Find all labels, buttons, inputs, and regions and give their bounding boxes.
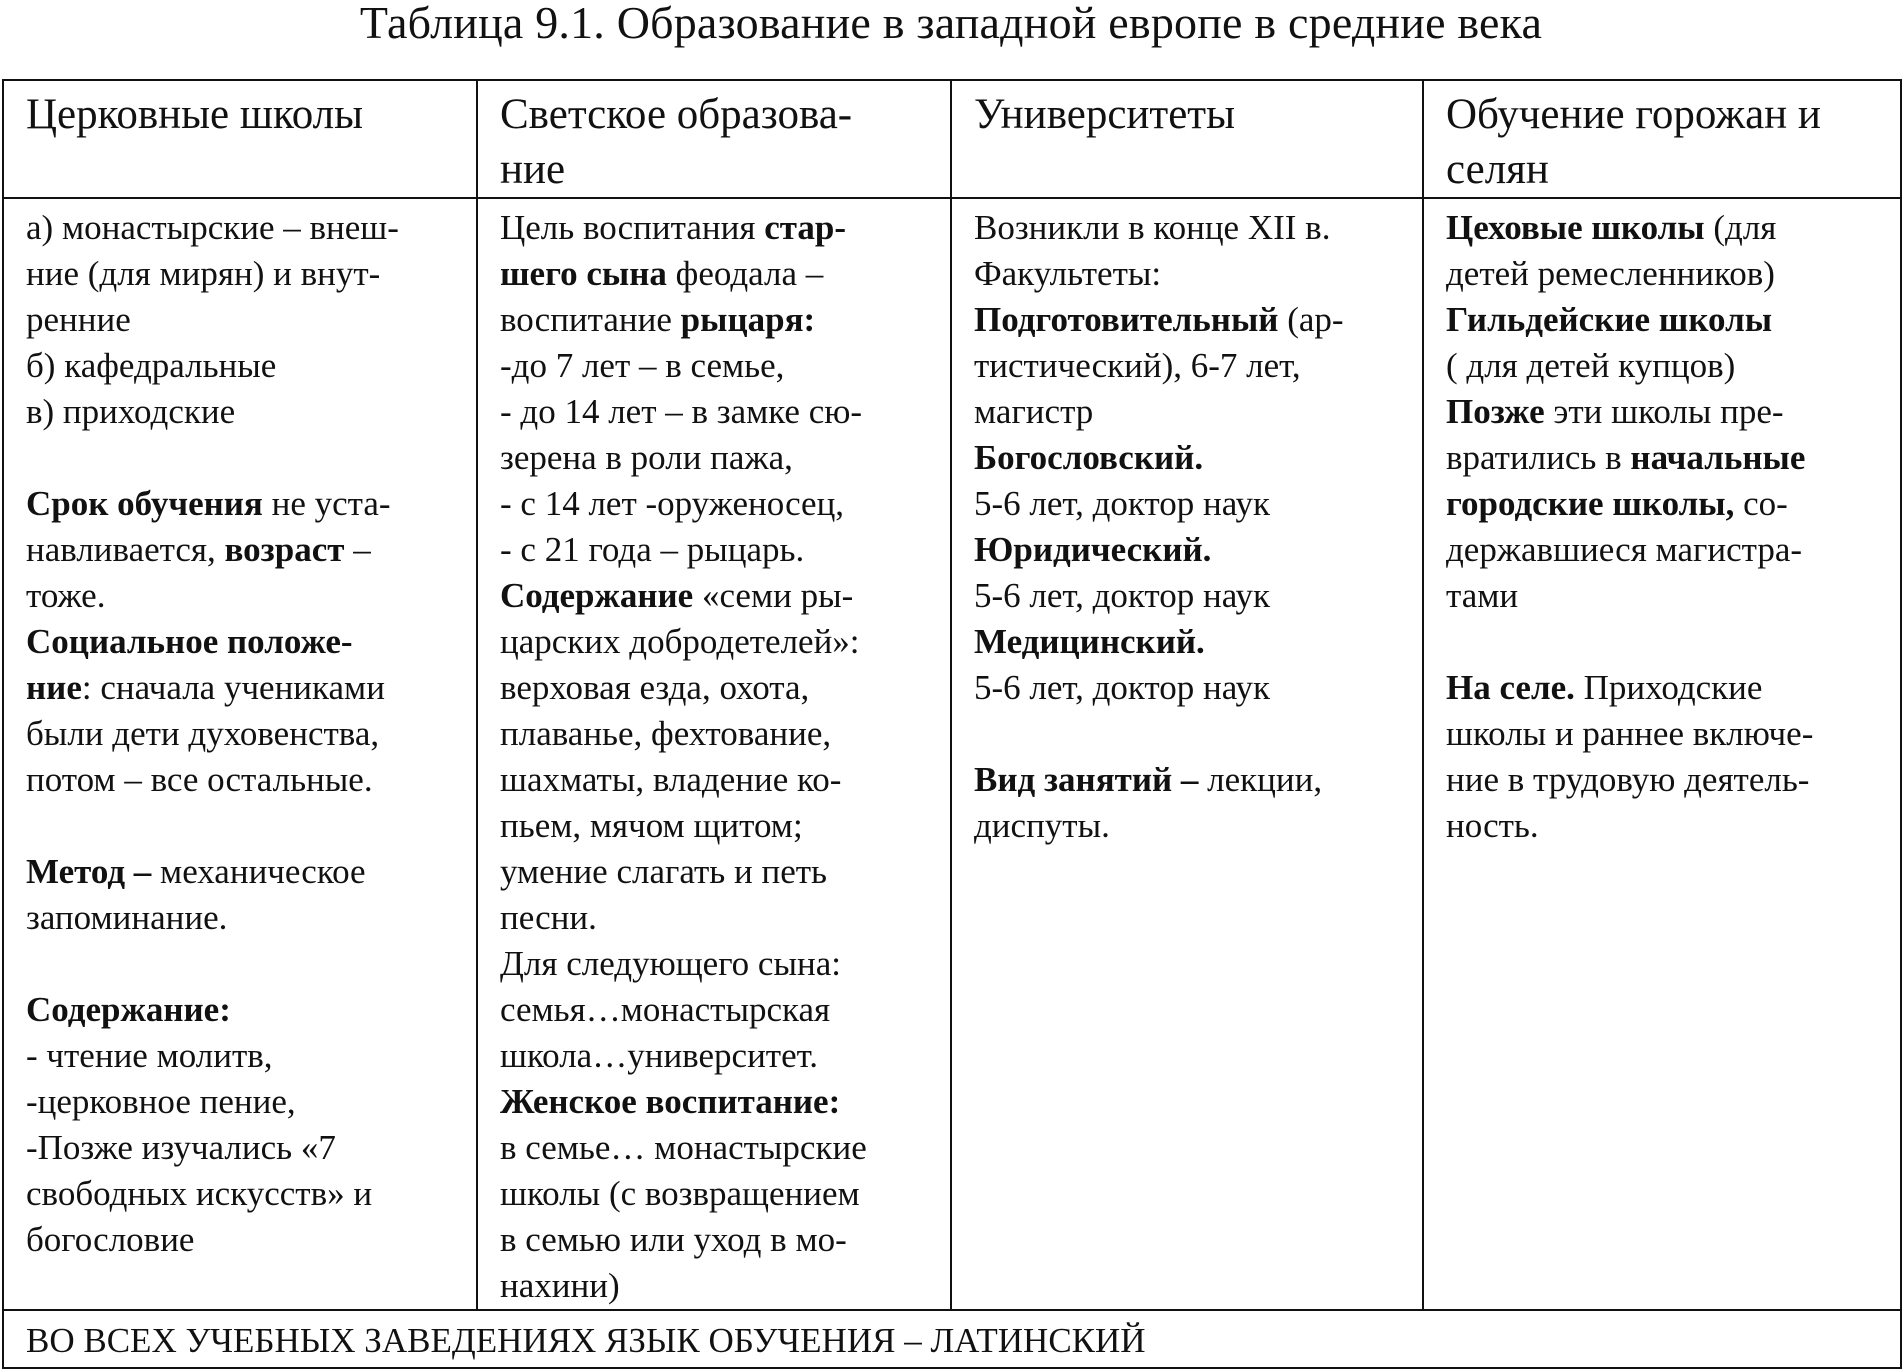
text-run: ( для детей купцов) <box>1446 346 1736 385</box>
text-run: тистический), 6-7 лет, <box>974 346 1301 385</box>
text-run: Возникли в конце XII в. <box>974 208 1331 247</box>
bold-text: На селе. <box>1446 668 1575 707</box>
bold-text: городские школы, <box>1446 484 1735 523</box>
cell-line <box>1446 527 1892 573</box>
bold-text: Содержание <box>500 576 694 615</box>
cell-line <box>500 297 942 343</box>
text-run: : сначала учениками <box>81 668 385 707</box>
text-run: Цель воспитания <box>500 208 765 247</box>
bold-text: стар- <box>764 208 846 247</box>
text-run: тоже. <box>26 576 106 615</box>
header-line: Светское образова- <box>500 91 853 138</box>
header-line: селян <box>1446 146 1549 193</box>
text-run: тами <box>1446 576 1519 615</box>
text-run: державшиеся магистра- <box>1446 530 1803 569</box>
header-universities <box>951 80 1423 198</box>
cell-line <box>974 389 1414 435</box>
cell-line <box>500 1217 942 1263</box>
text-run: (для <box>1704 208 1777 247</box>
bold-text: Вид занятий – <box>974 760 1199 799</box>
text-run: вратились в <box>1446 438 1631 477</box>
cell-line <box>500 251 942 297</box>
header-church-schools <box>3 80 477 198</box>
cell-line <box>26 849 468 895</box>
table-title: Таблица 9.1. Образование в западной европе в средние века <box>359 0 1543 48</box>
bold-text: Срок обучения <box>26 484 263 523</box>
text-run: воспитание <box>500 300 681 339</box>
cell-line <box>1446 297 1892 343</box>
text-run: потом – все остальные. <box>26 760 373 799</box>
cell-line <box>26 205 468 251</box>
text-run: царских добродетелей»: <box>500 622 860 661</box>
bold-text: Медицинский. <box>974 622 1205 661</box>
blank-line <box>26 941 468 987</box>
cell-line <box>500 619 942 665</box>
text-run: верховая езда, охота, <box>500 668 810 707</box>
cell-line <box>974 297 1414 343</box>
cell-line <box>26 573 468 619</box>
cell-line <box>974 757 1414 803</box>
text-run: ние в трудовую деятель- <box>1446 760 1810 799</box>
text-run: богословие <box>26 1220 195 1259</box>
bold-text: возраст <box>224 530 345 569</box>
cell-line <box>26 895 468 941</box>
header-line: ние <box>500 146 566 193</box>
cell-line <box>26 1171 468 1217</box>
text-run: детей ремесленников) <box>1446 254 1775 293</box>
cell-line <box>974 665 1414 711</box>
cell-line <box>26 987 468 1033</box>
cell-line <box>974 343 1414 389</box>
cell-line <box>26 1033 468 1079</box>
cell-line <box>500 849 942 895</box>
bold-text: ние <box>26 668 82 707</box>
text-run: -церковное пение, <box>26 1082 296 1121</box>
text-run: шахматы, владение ко- <box>500 760 842 799</box>
bold-text: Цеховые школы <box>1446 208 1705 247</box>
text-run: были дети духовенства, <box>26 714 380 753</box>
text-run: Факультеты: <box>974 254 1162 293</box>
cell-line <box>1446 205 1892 251</box>
text-run: - с 21 года – рыцарь. <box>500 530 805 569</box>
cell-line <box>500 803 942 849</box>
cell-line <box>500 895 942 941</box>
cell-line <box>26 481 468 527</box>
text-run: - до 14 лет – в замке сю- <box>500 392 863 431</box>
text-run: школы (с возвращением <box>500 1174 860 1213</box>
cell-line <box>500 1079 942 1125</box>
cell-line <box>500 573 942 619</box>
text-run: нахини) <box>500 1266 620 1305</box>
townspeople-education-cell <box>1423 198 1901 1310</box>
bold-text: Социальное положе- <box>26 622 353 661</box>
cell-line <box>500 665 942 711</box>
text-run: -Позже изучались «7 <box>26 1128 336 1167</box>
cell-line <box>26 389 468 435</box>
text-run: школа…университет. <box>500 1036 819 1075</box>
text-run: умение слагать и петь <box>500 852 827 891</box>
text-run: 5-6 лет, доктор наук <box>974 668 1270 707</box>
text-run: – <box>344 530 371 569</box>
cell-line <box>26 1217 468 1263</box>
blank-line <box>26 435 468 481</box>
bold-text: Юридический. <box>974 530 1212 569</box>
text-run: -до 7 лет – в семье, <box>500 346 785 385</box>
text-run: ние (для мирян) и внут- <box>26 254 381 293</box>
cell-line <box>1446 435 1892 481</box>
cell-line <box>500 941 942 987</box>
text-run: запоминание. <box>26 898 228 937</box>
text-run: - чтение молитв, <box>26 1036 273 1075</box>
text-run: механическое <box>151 852 366 891</box>
header-line: Университеты <box>974 91 1235 138</box>
cell-line <box>26 1079 468 1125</box>
cell-line <box>1446 803 1892 849</box>
body-row <box>3 198 1901 1310</box>
bold-text: Подготовительный <box>974 300 1279 339</box>
text-run: зерена в роли пажа, <box>500 438 793 477</box>
cell-line <box>1446 573 1892 619</box>
blank-line <box>26 803 468 849</box>
text-run: «семи ры- <box>693 576 854 615</box>
cell-line <box>974 527 1414 573</box>
cell-line <box>500 1171 942 1217</box>
cell-line <box>500 1263 942 1309</box>
cell-line <box>500 1033 942 1079</box>
text-run: школы и раннее включе- <box>1446 714 1814 753</box>
bold-text: Метод – <box>26 852 152 891</box>
header-line: Обучение горожан и <box>1446 91 1821 138</box>
cell-line <box>26 527 468 573</box>
cell-line <box>500 343 942 389</box>
cell-line <box>1446 711 1892 757</box>
header-secular-education <box>477 80 951 198</box>
bold-text: Гильдейские школы <box>1446 300 1773 339</box>
text-run: свободных искусств» и <box>26 1174 373 1213</box>
text-run: в семью или уход в мо- <box>500 1220 847 1259</box>
text-run: а) монастырские – внеш- <box>26 208 399 247</box>
text-run: 5-6 лет, доктор наук <box>974 484 1270 523</box>
cell-line <box>26 757 468 803</box>
text-run: Для следующего сына: <box>500 944 841 983</box>
cell-line <box>500 527 942 573</box>
text-run: ность. <box>1446 806 1539 845</box>
cell-line <box>1446 251 1892 297</box>
text-run: песни. <box>500 898 597 937</box>
header-townspeople-education <box>1423 80 1901 198</box>
footer-note: ВО ВСЕХ УЧЕБНЫХ ЗАВЕДЕНИЯХ ЯЗЫК ОБУЧЕНИЯ – ЛАТИНСКИЙ <box>3 1310 1901 1368</box>
text-run: диспуты. <box>974 806 1110 845</box>
education-table <box>2 79 1902 1369</box>
text-run: 5-6 лет, доктор наук <box>974 576 1270 615</box>
text-run: - с 14 лет -оруженосец, <box>500 484 845 523</box>
cell-line <box>26 1125 468 1171</box>
cell-line <box>1446 389 1892 435</box>
cell-line <box>500 757 942 803</box>
bold-text: Содержание: <box>26 990 231 1029</box>
header-line: Церковные школы <box>26 91 363 138</box>
cell-line <box>974 573 1414 619</box>
church-schools-cell <box>3 198 477 1310</box>
text-run: магистр <box>974 392 1094 431</box>
cell-line <box>1446 757 1892 803</box>
footer-row <box>3 1310 1901 1368</box>
cell-line <box>26 711 468 757</box>
bold-text: шего сына <box>500 254 667 293</box>
text-run: б) кафедральные <box>26 346 277 385</box>
bold-text: рыцаря: <box>680 300 816 339</box>
text-run: пьем, мячом щитом; <box>500 806 803 845</box>
universities-cell <box>951 198 1423 1310</box>
cell-line <box>974 803 1414 849</box>
text-run: феодала – <box>666 254 824 293</box>
cell-line <box>974 251 1414 297</box>
cell-line <box>500 389 942 435</box>
cell-line <box>974 435 1414 481</box>
text-run: семья…монастырская <box>500 990 831 1029</box>
text-run: ренние <box>26 300 131 339</box>
cell-line <box>500 711 942 757</box>
cell-line <box>26 251 468 297</box>
cell-line <box>26 297 468 343</box>
cell-line <box>500 205 942 251</box>
text-run: плаванье, фехтование, <box>500 714 832 753</box>
blank-line <box>974 711 1414 757</box>
text-run: лекции, <box>1198 760 1323 799</box>
bold-text: Позже <box>1446 392 1545 431</box>
cell-line <box>26 343 468 389</box>
header-row <box>3 80 1901 198</box>
secular-education-cell <box>477 198 951 1310</box>
bold-text: Женское воспитание: <box>500 1082 841 1121</box>
cell-line <box>500 435 942 481</box>
text-run: (ар- <box>1278 300 1344 339</box>
cell-line <box>974 481 1414 527</box>
blank-line <box>1446 619 1892 665</box>
text-run: навливается, <box>26 530 225 569</box>
cell-line <box>1446 481 1892 527</box>
cell-line <box>1446 665 1892 711</box>
text-run: в) приходские <box>26 392 236 431</box>
cell-line <box>500 481 942 527</box>
text-run: со- <box>1734 484 1788 523</box>
cell-line <box>26 619 468 665</box>
cell-line <box>1446 343 1892 389</box>
text-run: эти школы пре- <box>1544 392 1784 431</box>
cell-line <box>974 619 1414 665</box>
text-run: Приходские <box>1574 668 1763 707</box>
text-run: в семье… монастырские <box>500 1128 867 1167</box>
bold-text: начальные <box>1630 438 1806 477</box>
cell-line <box>500 1125 942 1171</box>
cell-line <box>500 987 942 1033</box>
cell-line <box>26 665 468 711</box>
text-run: не уста- <box>262 484 391 523</box>
cell-line <box>974 205 1414 251</box>
bold-text: Богословский. <box>974 438 1204 477</box>
